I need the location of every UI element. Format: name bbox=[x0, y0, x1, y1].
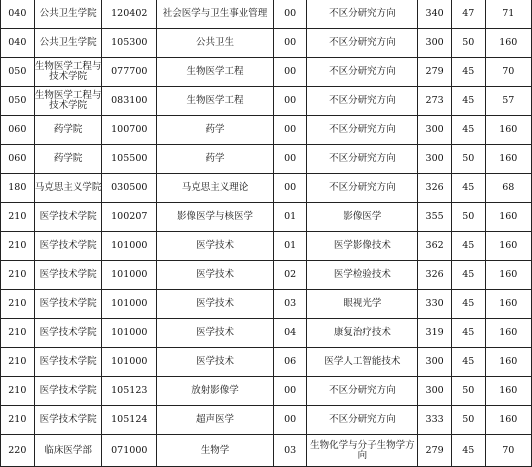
other-subject-score-cell: 68 bbox=[485, 174, 531, 203]
major-code-cell: 101000 bbox=[102, 348, 157, 377]
single-subject-score-cell: 45 bbox=[451, 348, 485, 377]
table-row bbox=[1, 116, 532, 145]
major-name-cell: 社会医学与卫生事业管理 bbox=[157, 0, 274, 29]
direction-code-cell: 03 bbox=[273, 290, 307, 319]
department-code-cell: 060 bbox=[1, 145, 35, 174]
major-code-cell: 101000 bbox=[102, 290, 157, 319]
major-name-cell: 生物学 bbox=[157, 435, 274, 467]
department-code-cell: 210 bbox=[1, 406, 35, 435]
other-subject-score-cell: 160 bbox=[485, 232, 531, 261]
department-code-cell: 210 bbox=[1, 348, 35, 377]
table-row bbox=[1, 377, 532, 406]
total-score-cell: 326 bbox=[418, 174, 452, 203]
department-code-cell: 210 bbox=[1, 290, 35, 319]
major-name-cell: 公共卫生 bbox=[157, 29, 274, 58]
direction-name-cell: 眼视光学 bbox=[307, 290, 418, 319]
table-row bbox=[1, 406, 532, 435]
table-row bbox=[1, 0, 532, 29]
total-score-cell: 319 bbox=[418, 319, 452, 348]
direction-name-cell: 影像医学 bbox=[307, 203, 418, 232]
department-name-cell: 医学技术学院 bbox=[34, 290, 102, 319]
direction-name-cell: 不区分研究方向 bbox=[307, 174, 418, 203]
table-row bbox=[1, 348, 532, 377]
other-subject-score-cell: 70 bbox=[485, 58, 531, 87]
total-score-cell: 279 bbox=[418, 435, 452, 467]
major-code-cell: 100700 bbox=[102, 116, 157, 145]
department-code-cell: 210 bbox=[1, 203, 35, 232]
single-subject-score-cell: 45 bbox=[451, 174, 485, 203]
total-score-cell: 273 bbox=[418, 87, 452, 116]
single-subject-score-cell: 45 bbox=[451, 261, 485, 290]
department-name-cell: 公共卫生学院 bbox=[34, 29, 102, 58]
major-code-cell: 101000 bbox=[102, 261, 157, 290]
major-code-cell: 077700 bbox=[102, 58, 157, 87]
department-name-cell: 临床医学部 bbox=[34, 435, 102, 467]
department-name-cell: 医学技术学院 bbox=[34, 319, 102, 348]
department-code-cell: 060 bbox=[1, 116, 35, 145]
department-name-cell: 医学技术学院 bbox=[34, 406, 102, 435]
single-subject-score-cell: 50 bbox=[451, 145, 485, 174]
table-row bbox=[1, 290, 532, 319]
other-subject-score-cell: 57 bbox=[485, 87, 531, 116]
total-score-cell: 300 bbox=[418, 377, 452, 406]
direction-code-cell: 00 bbox=[273, 116, 307, 145]
table-row bbox=[1, 174, 532, 203]
table-row bbox=[1, 145, 532, 174]
other-subject-score-cell: 160 bbox=[485, 261, 531, 290]
other-subject-score-cell: 160 bbox=[485, 203, 531, 232]
department-name-cell: 医学技术学院 bbox=[34, 232, 102, 261]
table-row bbox=[1, 261, 532, 290]
table-row bbox=[1, 435, 532, 467]
direction-code-cell: 01 bbox=[273, 203, 307, 232]
total-score-cell: 362 bbox=[418, 232, 452, 261]
direction-name-cell: 不区分研究方向 bbox=[307, 116, 418, 145]
direction-name-cell: 不区分研究方向 bbox=[307, 0, 418, 29]
major-name-cell: 医学技术 bbox=[157, 290, 274, 319]
major-code-cell: 083100 bbox=[102, 87, 157, 116]
total-score-cell: 355 bbox=[418, 203, 452, 232]
total-score-cell: 300 bbox=[418, 29, 452, 58]
department-name-cell: 医学技术学院 bbox=[34, 377, 102, 406]
table-row bbox=[1, 87, 532, 116]
direction-code-cell: 03 bbox=[273, 435, 307, 467]
major-name-cell: 生物医学工程 bbox=[157, 87, 274, 116]
department-code-cell: 040 bbox=[1, 29, 35, 58]
major-name-cell: 医学技术 bbox=[157, 348, 274, 377]
major-name-cell: 药学 bbox=[157, 145, 274, 174]
direction-code-cell: 00 bbox=[273, 174, 307, 203]
direction-name-cell: 生物化学与分子生物学方向 bbox=[307, 435, 418, 467]
single-subject-score-cell: 50 bbox=[451, 406, 485, 435]
department-code-cell: 210 bbox=[1, 319, 35, 348]
department-name-cell: 生物医学工程与技术学院 bbox=[34, 58, 102, 87]
single-subject-score-cell: 45 bbox=[451, 232, 485, 261]
single-subject-score-cell: 45 bbox=[451, 435, 485, 467]
table-row bbox=[1, 58, 532, 87]
department-name-cell: 药学院 bbox=[34, 145, 102, 174]
major-name-cell: 生物医学工程 bbox=[157, 58, 274, 87]
total-score-cell: 300 bbox=[418, 348, 452, 377]
department-code-cell: 040 bbox=[1, 0, 35, 29]
direction-code-cell: 06 bbox=[273, 348, 307, 377]
direction-name-cell: 医学影像技术 bbox=[307, 232, 418, 261]
direction-name-cell: 不区分研究方向 bbox=[307, 145, 418, 174]
major-name-cell: 马克思主义理论 bbox=[157, 174, 274, 203]
major-code-cell: 100207 bbox=[102, 203, 157, 232]
direction-name-cell: 不区分研究方向 bbox=[307, 58, 418, 87]
other-subject-score-cell: 160 bbox=[485, 377, 531, 406]
major-code-cell: 101000 bbox=[102, 232, 157, 261]
table-row bbox=[1, 203, 532, 232]
total-score-cell: 326 bbox=[418, 261, 452, 290]
direction-name-cell: 不区分研究方向 bbox=[307, 406, 418, 435]
department-name-cell: 公共卫生学院 bbox=[34, 0, 102, 29]
major-code-cell: 030500 bbox=[102, 174, 157, 203]
total-score-cell: 330 bbox=[418, 290, 452, 319]
total-score-cell: 300 bbox=[418, 116, 452, 145]
direction-code-cell: 04 bbox=[273, 319, 307, 348]
table-row bbox=[1, 29, 532, 58]
department-name-cell: 药学院 bbox=[34, 116, 102, 145]
table-row bbox=[1, 319, 532, 348]
total-score-cell: 279 bbox=[418, 58, 452, 87]
department-code-cell: 220 bbox=[1, 435, 35, 467]
major-code-cell: 105124 bbox=[102, 406, 157, 435]
direction-code-cell: 00 bbox=[273, 87, 307, 116]
direction-name-cell: 不区分研究方向 bbox=[307, 87, 418, 116]
major-name-cell: 放射影像学 bbox=[157, 377, 274, 406]
single-subject-score-cell: 45 bbox=[451, 290, 485, 319]
direction-name-cell: 医学检验技术 bbox=[307, 261, 418, 290]
single-subject-score-cell: 47 bbox=[451, 0, 485, 29]
department-code-cell: 180 bbox=[1, 174, 35, 203]
table-row bbox=[1, 232, 532, 261]
single-subject-score-cell: 45 bbox=[451, 319, 485, 348]
direction-code-cell: 00 bbox=[273, 377, 307, 406]
department-code-cell: 210 bbox=[1, 261, 35, 290]
major-code-cell: 120402 bbox=[102, 0, 157, 29]
other-subject-score-cell: 160 bbox=[485, 348, 531, 377]
direction-code-cell: 00 bbox=[273, 406, 307, 435]
major-name-cell: 影像医学与核医学 bbox=[157, 203, 274, 232]
direction-code-cell: 01 bbox=[273, 232, 307, 261]
single-subject-score-cell: 45 bbox=[451, 87, 485, 116]
table-body bbox=[1, 0, 532, 467]
direction-code-cell: 00 bbox=[273, 58, 307, 87]
single-subject-score-cell: 50 bbox=[451, 29, 485, 58]
direction-name-cell: 医学人工智能技术 bbox=[307, 348, 418, 377]
direction-code-cell: 00 bbox=[273, 145, 307, 174]
total-score-cell: 333 bbox=[418, 406, 452, 435]
other-subject-score-cell: 160 bbox=[485, 29, 531, 58]
major-name-cell: 医学技术 bbox=[157, 319, 274, 348]
department-code-cell: 210 bbox=[1, 377, 35, 406]
major-name-cell: 医学技术 bbox=[157, 232, 274, 261]
department-code-cell: 210 bbox=[1, 232, 35, 261]
other-subject-score-cell: 160 bbox=[485, 145, 531, 174]
major-name-cell: 药学 bbox=[157, 116, 274, 145]
major-code-cell: 105500 bbox=[102, 145, 157, 174]
single-subject-score-cell: 45 bbox=[451, 116, 485, 145]
other-subject-score-cell: 160 bbox=[485, 406, 531, 435]
single-subject-score-cell: 45 bbox=[451, 58, 485, 87]
major-name-cell: 超声医学 bbox=[157, 406, 274, 435]
direction-code-cell: 00 bbox=[273, 0, 307, 29]
department-name-cell: 马克思主义学院 bbox=[34, 174, 102, 203]
major-code-cell: 071000 bbox=[102, 435, 157, 467]
other-subject-score-cell: 70 bbox=[485, 435, 531, 467]
direction-name-cell: 不区分研究方向 bbox=[307, 29, 418, 58]
direction-code-cell: 02 bbox=[273, 261, 307, 290]
other-subject-score-cell: 71 bbox=[485, 0, 531, 29]
direction-name-cell: 不区分研究方向 bbox=[307, 377, 418, 406]
other-subject-score-cell: 160 bbox=[485, 116, 531, 145]
department-name-cell: 医学技术学院 bbox=[34, 261, 102, 290]
direction-name-cell: 康复治疗技术 bbox=[307, 319, 418, 348]
major-code-cell: 101000 bbox=[102, 319, 157, 348]
total-score-cell: 340 bbox=[418, 0, 452, 29]
other-subject-score-cell: 160 bbox=[485, 290, 531, 319]
major-code-cell: 105123 bbox=[102, 377, 157, 406]
department-code-cell: 050 bbox=[1, 87, 35, 116]
department-name-cell: 医学技术学院 bbox=[34, 203, 102, 232]
single-subject-score-cell: 50 bbox=[451, 377, 485, 406]
other-subject-score-cell: 160 bbox=[485, 319, 531, 348]
total-score-cell: 300 bbox=[418, 145, 452, 174]
department-code-cell: 050 bbox=[1, 58, 35, 87]
major-name-cell: 医学技术 bbox=[157, 261, 274, 290]
department-name-cell: 医学技术学院 bbox=[34, 348, 102, 377]
department-name-cell: 生物医学工程与技术学院 bbox=[34, 87, 102, 116]
major-code-cell: 105300 bbox=[102, 29, 157, 58]
single-subject-score-cell: 50 bbox=[451, 203, 485, 232]
direction-code-cell: 00 bbox=[273, 29, 307, 58]
